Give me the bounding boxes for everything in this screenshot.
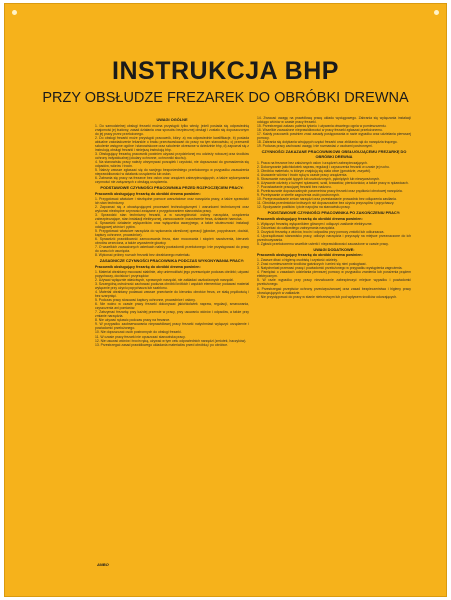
instruction-item: 6. Używanie odzieży z luźnymi rękawami, szali, krawatów, pierścionków, a także pracy w rękawicach. bbox=[257, 180, 409, 185]
instruction-column-right bbox=[257, 116, 411, 568]
instruction-item: 6. Zabrania się pracy na frezarce bez osłon oraz urządzeń zabezpieczających, a także wykonywania czynności nie związanych z obsługą urządzenia. bbox=[95, 176, 249, 185]
instruction-item: 8. Wykonać próbny rozruch frezarki bez obrabianego materiału. bbox=[95, 253, 191, 258]
instruction-item: 15. Przestrzegać zakazu palenia tytoniu i używania otwartego ognia w pomieszczeniu. bbox=[257, 124, 387, 129]
section-heading: PODSTAWOWE CZYNNOŚCI PRACOWNIKA PRZED ROZPOCZĘCIEM PRACY: bbox=[100, 185, 244, 191]
instruction-item: 2. Dokonywanie jakichkolwiek napraw, regulacji i czyszczenia frezarki w czasie jej ruchu. bbox=[257, 164, 390, 169]
instruction-item: 7. O wszelkich zauważonych usterkach należy powiadomić przełożonego i nie przystępować do pracy do czasu ich usunięcia. bbox=[95, 245, 249, 254]
instruction-item: 2. Zapoznać się z obowiązującymi procesami technologicznymi i warunkami technicznymi oraz wykonać niezbędne czynności związane z przygotowaniem stanowiska pracy. bbox=[95, 204, 249, 213]
instruction-item: 7. Zatrzymać frezarkę przy każdej przerwie w pracy, przy usuwaniu wiórów i odpadów, a także przy zmianie narzędzia. bbox=[95, 310, 249, 319]
instruction-item: 16. Wszelkie zauważone nieprawidłowości w pracy frezarki zgłaszać przełożonemu. bbox=[257, 128, 383, 133]
poster-title: INSTRUKCJA BHP bbox=[112, 57, 339, 85]
instruction-item: 2. Używać wyłącznie właściwych, sprawnych narzędzi, nie zakładać uszkodzonych narzędzi. bbox=[95, 277, 234, 282]
mounting-hole-left bbox=[12, 10, 17, 15]
instruction-item: 6. Przestrzegać przepisów ochrony przeciwpożarowej oraz zasad bezpieczeństwa i higieny pracy obowiązujących w zakładzie. bbox=[257, 286, 411, 295]
instruction-item: 4. Pamiętać o zasadach udzielania pierwszej pomocy w przypadku zranienia lub porażenia prądem elektrycznym. bbox=[257, 270, 411, 279]
instruction-item: 2. Znać rozmieszczenie środków gaśniczych i umieć się nimi posługiwać. bbox=[257, 262, 367, 267]
instruction-item: 13. Przestrzegać zasad prawidłowego układania materiałów przed obróbką i po obróbce. bbox=[95, 342, 229, 347]
instruction-item: 10. Nie dopuszczać osób postronnych do obsługi frezarki. bbox=[95, 330, 182, 335]
section-heading: UWAGI DODATKOWE: bbox=[313, 246, 355, 252]
instruction-item: 14. Zwracać uwagę na prawidłową pracę układu wyciągowego. Zabrania się wyłączania instalacji odciągu wiórów w czasie pracy frezarki. bbox=[257, 116, 411, 125]
section-subheading: Pracownik obsługujący frezarkę do obróbki drewna powinien: bbox=[257, 216, 363, 221]
instruction-item: 4. Sprawdzić działanie wyłączników oraz wyłącznika awaryjnego, a także skuteczność instalacji odciągowej wiórów i pyłów. bbox=[95, 220, 249, 230]
instruction-item: 6. Nie wolno w czasie pracy frezarki dokonywać jakichkolwiek napraw, regulacji, smarowania, czyszczenia ani pomiarów. bbox=[95, 302, 249, 311]
section-subheading: Pracownik obsługujący frezarkę do obróbki drewna powinien: bbox=[257, 253, 363, 258]
mounting-hole-right bbox=[434, 10, 439, 15]
instruction-column-left bbox=[95, 116, 249, 568]
instruction-item: 1. Praca na frezarce bez założonych osłon i urządzeń zabezpieczających. bbox=[257, 160, 368, 165]
instruction-item: 7. Nie przystępować do pracy w stanie nietrzeźwym lub pod wpływem środków odurzających. bbox=[257, 294, 398, 299]
instruction-item: 3. Obsługujący frezarkę pracownik powinien używać przydzielonej mu odzieży roboczej oraz środków ochrony indywidualnej (okulary ochronne, ochronniki słuchu). bbox=[95, 151, 249, 160]
instruction-item: 5. W razie wypadku przy pracy niezwłocznie zabezpieczyć miejsce wypadku i powiadomić przełożonego. bbox=[257, 278, 411, 287]
instruction-item: 5. Zgłosić przełożonemu wszelkie usterki i nieprawidłowości zauważone w czasie pracy. bbox=[257, 241, 389, 246]
instruction-item: 4. Materiał obrabiany podawać zawsze przeciwnie do kierunku obrotów freza, ze stałą prędkością i bez szarpnięć. bbox=[95, 290, 249, 299]
instruction-item: 10. Przeprowadzanie zmian narzędzi oraz przestawianie prowadnic bez odłączenia zasilania. bbox=[257, 196, 397, 201]
instruction-item: 1. Do samodzielnej obsługi frezarki można przystąpić tylko wtedy, jeżeli posiada się odpowiednią znajomość jej budowy, zasad działania oraz sposobu bezpiecznej obsługi i zostało się dopuszczonym do jej pracy przez przełożonego. bbox=[95, 123, 249, 136]
poster-subtitle: PRZY OBSŁUDZE FREZAREK DO OBRÓBKI DREWNA bbox=[42, 90, 409, 106]
instruction-item: 3. Obróbka materiału, w którym znajdują się ciała obce (gwoździe, zszywki). bbox=[257, 168, 372, 173]
instruction-item: 11. W czasie pracy frezarki nie opuszczać stanowiska pracy. bbox=[95, 334, 186, 339]
instruction-item: 12. Spożywanie posiłków i picie napojów na stanowisku pracy. bbox=[257, 205, 351, 210]
instruction-item: 5. Przygotować właściwe narzędzia do wykonania określonej operacji (głowice, popychacze, dociski, kaptury ochronne, prowadnice). bbox=[95, 229, 249, 238]
instruction-item: 18. Zabrania się dotykania wirujących części frezarki oraz zbliżania rąk do narzędzia tnącego. bbox=[257, 140, 398, 145]
instruction-item: 7. Pozostawianie pracującej frezarki bez nadzoru. bbox=[257, 184, 332, 189]
instruction-item: 5. Podczas pracy stosować kaptury ochronne, prowadnice i osłony. bbox=[95, 298, 196, 303]
section-subheading: Pracownik obsługujący frezarkę do obróbki drewna powinien: bbox=[95, 264, 201, 269]
brand-logo: ANBO bbox=[97, 562, 109, 567]
instruction-item: 5. Stosowanie narzędzi tępych lub uszkodzonych, pękniętych lub niewyważonych. bbox=[257, 176, 381, 181]
instruction-item: 9. W przypadku zaobserwowania nieprawidłowej pracy frezarki natychmiast wyłączyć urządzenie i powiadomić przełożonego. bbox=[95, 322, 249, 331]
instruction-item: 5. Należy zawsze zgłaszać się do swojego bezpośredniego przełożonego w przypadku zauważenia nieprawidłowości w działaniu urządzenia lub osłon. bbox=[95, 168, 249, 177]
instruction-item: 1. Zawsze dbać o higienę osobistą i czystość odzieży. bbox=[257, 258, 338, 263]
instruction-item: 1. Przygotować właściwe i niezbędne pomoce warsztatowe oraz narzędzia pracy, a także sprawdzić ich stan techniczny. bbox=[95, 196, 249, 205]
instruction-item: 1. Materiał obrabiany mocować stabilnie, aby uniemożliwić jego przesunięcie podczas obróbki; używać popychaczy, docisków i przyrządów. bbox=[95, 269, 249, 278]
section-heading: ZASADNICZE CZYNNOŚCI PRACOWNIKA PODCZAS WYKONYWANIA PRACY: bbox=[99, 258, 245, 264]
instruction-item: 19. Podczas pracy zachować uwagę i nie rozmawiać z osobami postronnymi. bbox=[257, 144, 373, 149]
section-subheading: Pracownik obsługujący frezarkę do obróbki drewna powinien: bbox=[95, 191, 201, 196]
instruction-item: 8. Nie używać rękawic podczas pracy na frezarce. bbox=[95, 318, 171, 323]
instruction-item: 1. Wyłączyć frezarkę wyłącznikiem głównym i odłączyć zasilanie elektryczne. bbox=[257, 221, 373, 226]
instruction-poster bbox=[5, 4, 446, 596]
instruction-item: 4. Na stanowisku pracy należy utrzymywać porządek i czystość, nie dopuszczać do gromadzenia się odpadów, wiórów i trocin. bbox=[95, 160, 249, 169]
instruction-item: 3. Natychmiast przerwać pracę i powiadomić przełożonego w przypadku wystąpienia zagrożenia. bbox=[257, 266, 403, 271]
instruction-item: 6. Sprawdzić prawidłowość zamocowania freza, stan mocowania i stopień naostrzenia, kierunek obrotów wrzeciona, a także wyważenie głowicy. bbox=[95, 237, 249, 246]
section-heading: UWAGI OGÓLNE bbox=[156, 117, 188, 122]
instruction-item: 2. Odczekać do całkowitego zatrzymania narzędzia. bbox=[257, 225, 336, 230]
instruction-item: 4. Uporządkować stanowisko pracy, odłożyć narzędzia i przyrządy na miejsce przeznaczone do ich przechowywania. bbox=[257, 233, 411, 242]
section-heading: PODSTAWOWE CZYNNOŚCI PRACOWNIKA PO ZAKOŃCZENIU PRACY: bbox=[267, 210, 401, 216]
instruction-item: 3. Oczyścić frezarkę z wiórów, trocin i odpadów przy pomocy zmiotki lub odkurzacza. bbox=[257, 229, 385, 234]
instruction-item: 11. Obróbka przedmiotów krótszych niż dopuszczalne bez użycia przyrządów i popychaczy. bbox=[257, 201, 395, 206]
instruction-item: 17. Każdy pracownik powinien znać zasady postępowania w razie wypadku oraz udzielania pierwszej pomocy. bbox=[257, 132, 411, 141]
instruction-item: 2. Do obsługi frezarki może przystąpić pracownik, który: a) ma odpowiednie kwalifikacje, b) posiada aktualne zaświadczenie lekarskie o braku przeciwwskazań do pracy na tym stanowisku, c) przeszedł szkolenie wstępne ogólne i stanowiskowe oraz szkolenie okresowe w dziedzinie bhp, d) zapoznał się z instrukcją obsługi frezarki i niniejszą instrukcją bhp. bbox=[95, 135, 249, 152]
instruction-item: 8. Przekraczanie dopuszczalnych parametrów pracy frezarki oraz prędkości obrotowej narzędzia. bbox=[257, 188, 403, 193]
instruction-item: 4. Usuwanie wiórów i trocin ręką w czasie pracy urządzenia. bbox=[257, 172, 348, 177]
instruction-item: 9. Przebywanie w strefie zagrożenia osób postronnych. bbox=[257, 192, 340, 197]
section-heading: CZYNNOŚCI ZAKAZANE PRACOWNIKOWI OBSŁUGUJĄCEMU FREZARKĘ DO OBRÓBKI DREWNA bbox=[261, 149, 407, 159]
instruction-item: 3. Szczególną ostrożność zachować podczas obróbki krótkich i wąskich elementów; podawać materiał wyłącznie przy użyciu popychacza lub szablonu. bbox=[95, 281, 249, 290]
instruction-columns bbox=[95, 116, 411, 568]
instruction-item: 3. Sprawdzić stan techniczny frezarki, a w szczególności: osłony narzędzia, urządzenia zabezpieczające, stan instalacji elektrycznej, zamocowanie i naostrzenie freza, działanie hamulca. bbox=[95, 212, 249, 221]
instruction-item: 12. Nie usuwać wiórów i trocin ręką, używać w tym celu odpowiednich narzędzi (zmiotek, haczyków). bbox=[95, 338, 247, 343]
